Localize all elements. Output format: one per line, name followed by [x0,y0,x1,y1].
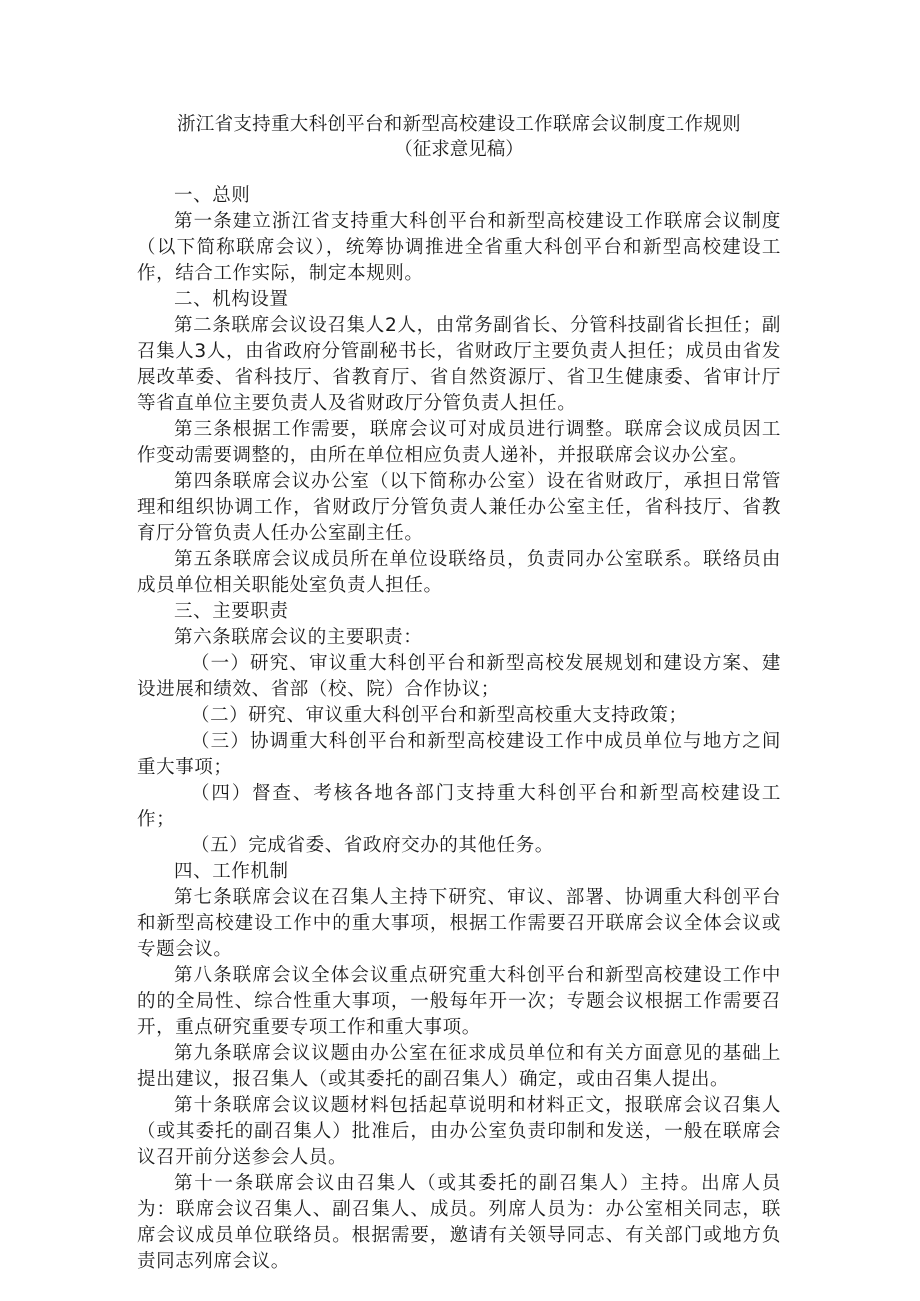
article-6-item-1: （一）研究、审议重大科创平台和新型高校发展规划和建设方案、建设进展和绩效、省部（校、院）合作协议； [137,653,781,700]
article-6-item-5: （五）完成省委、省政府交办的其他任务。 [191,835,554,856]
article-2: 第二条联席会议设召集人2人，由常务副省长、分管科技副省长担任；副召集人3人，由省政府分管副秘书长，省财政厅主要负责人担任；成员由省发展改革委、省科技厅、省教育厅、省自然资源厅、省卫生健康委、省审计厅等省直单位主要负责人及省财政厅分管负责人担任。 [137,315,781,414]
article-1: 第一条建立浙江省支持重大科创平台和新型高校建设工作联席会议制度（以下简称联席会议），统筹协调推进全省重大科创平台和新型高校建设工作，结合工作实际，制定本规则。 [137,211,781,284]
section-heading-mechanism: 四、工作机制 [174,861,289,882]
article-6-item-3: （三）协调重大科创平台和新型高校建设工作中成员单位与地方之间重大事项； [137,731,781,778]
article-11: 第十一条联席会议由召集人（或其委托的副召集人）主持。出席人员为：联席会议召集人、副召集人、成员。列席人员为：办公室相关同志，联席会议成员单位联络员。根据需要，邀请有关领导同志、有关部门或地方负责同志列席会议。 [137,1173,781,1272]
article-5: 第五条联席会议成员所在单位设联络员，负责同办公室联系。联络员由成员单位相关职能处室负责人担任。 [137,549,781,596]
article-3: 第三条根据工作需要，联席会议可对成员进行调整。联席会议成员因工作变动需要调整的，由所在单位相应负责人递补，并报联席会议办公室。 [137,419,781,466]
article-7: 第七条联席会议在召集人主持下研究、审议、部署、协调重大科创平台和新型高校建设工作中的重大事项，根据工作需要召开联席会议全体会议或专题会议。 [137,887,781,960]
section-heading-organization: 二、机构设置 [174,289,289,310]
article-6-item-2: （二）研究、审议重大科创平台和新型高校重大支持政策； [191,705,688,726]
document-title: 浙江省支持重大科创平台和新型高校建设工作联席会议制度工作规则 [176,114,741,135]
article-9: 第九条联席会议议题由办公室在征求成员单位和有关方面意见的基础上提出建议，报召集人（或其委托的副召集人）确定，或由召集人提出。 [137,1043,781,1090]
section-heading-general: 一、总则 [174,185,251,206]
article-6-item-4: （四）督查、考核各地各部门支持重大科创平台和新型高校建设工作； [137,783,781,830]
article-6: 第六条联席会议的主要职责： [174,627,423,648]
article-8: 第八条联席会议全体会议重点研究重大科创平台和新型高校建设工作中的的全局性、综合性重大事项，一般每年开一次；专题会议根据工作需要召开，重点研究重要专项工作和重大事项。 [137,965,781,1038]
document-subtitle: （征求意见稿） [394,139,524,160]
article-10: 第十条联席会议议题材料包括起草说明和材料正文，报联席会议召集人（或其委托的副召集人）批准后，由办公室负责印制和发送，一般在联席会议召开前分送参会人员。 [137,1095,781,1168]
section-heading-duties: 三、主要职责 [174,601,289,622]
article-4: 第四条联席会议办公室（以下简称办公室）设在省财政厅，承担日常管理和组织协调工作，省财政厅分管负责人兼任办公室主任，省科技厅、省教育厅分管负责人任办公室副主任。 [137,471,781,544]
document-page [137,112,781,1275]
